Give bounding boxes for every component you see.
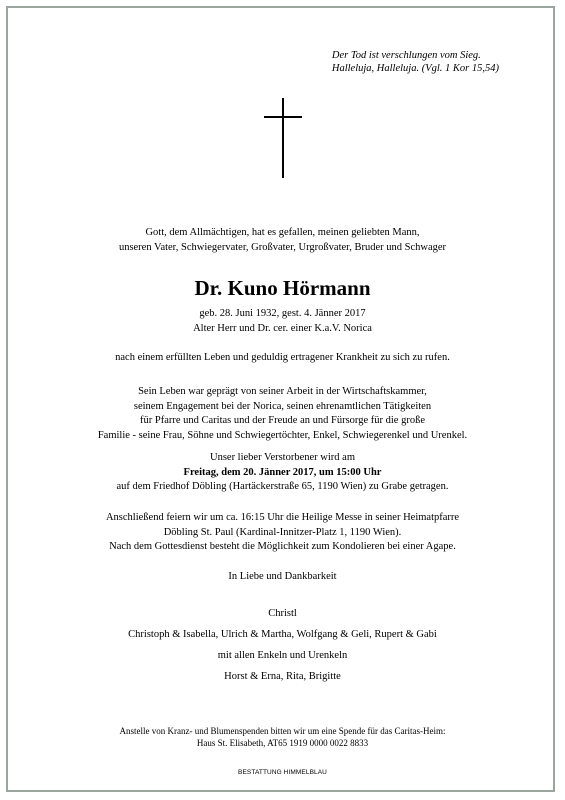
life-line-2: seinem Engagement bei der Norica, seinen ehrenamtlichen Tätigkeiten (133, 400, 432, 412)
intro-text (0, 226, 565, 255)
intro-line-1: Gott, dem Allmächtigen, hat es gefallen, meinen geliebten Mann, (145, 227, 420, 238)
mass-line-3: Nach dem Gottesdienst besteht die Möglichkeit zum Kondolieren bei einer Agape. (109, 541, 456, 552)
called-home-text (0, 351, 565, 366)
quote-line-2: Halleluja, Halleluja. (Vgl. 1 Kor 15,54) (331, 63, 499, 74)
donation-line-2: Haus St. Elisabeth, AT65 1919 0000 0022 8833 (196, 738, 369, 748)
life-line-1: Sein Leben war geprägt von seiner Arbeit in der Wirtschaftskammer, (138, 386, 427, 397)
burial-line-1: Unser lieber Verstorbener wird am (209, 452, 355, 463)
mourner-children: Christoph & Isabella, Ulrich & Martha, Wolfgang & Geli, Rupert & Gabi (128, 629, 437, 640)
quote-line-1: Der Tod ist verschlungen vom Sieg. (331, 50, 481, 61)
bible-quote (332, 49, 499, 75)
donation-request (0, 725, 565, 749)
life-line-4: Familie - seine Frau, Söhne und Schwiegertöchter, Enkel, Schwiegerenkel und Urenkel. (97, 429, 468, 441)
mourner-grandchildren: mit allen Enkeln und Urenkeln (217, 650, 348, 661)
life-description (0, 385, 565, 443)
burial-info (0, 451, 565, 495)
mourners-list (0, 603, 565, 687)
mourner-siblings: Horst & Erna, Rita, Brigitte (224, 671, 341, 682)
intro-line-2: unseren Vater, Schwiegervater, Großvater, Urgroßvater, Bruder und Schwager (118, 241, 447, 253)
burial-date: Freitag, dem 20. Jänner 2017, um 15:00 Uhr (183, 466, 382, 478)
deceased-name: Dr. Kuno Hörmann (194, 276, 371, 300)
deceased-details (0, 307, 565, 336)
undertaker-footer (0, 768, 565, 777)
closing-text (0, 570, 565, 585)
closing-line: In Liebe und Dankbarkeit (228, 571, 337, 582)
mass-line-2: Döbling St. Paul (Kardinal-Innitzer-Platz 1, 1190 Wien). (163, 526, 402, 538)
burial-line-3: auf dem Friedhof Döbling (Hartäckerstraße 65, 1190 Wien) zu Grabe getragen. (116, 481, 449, 492)
undertaker-name: BESTATTUNG HIMMELBLAU (238, 769, 327, 776)
life-dates: geb. 28. Juni 1932, gest. 4. Jänner 2017 (199, 308, 366, 319)
life-line-3: für Pfarre und Caritas und der Freude an und Fürsorge für die große (140, 415, 425, 426)
mourner-wife: Christl (268, 608, 297, 619)
called-line: nach einem erfüllten Leben und geduldig ertragener Krankheit zu sich zu rufen. (115, 352, 450, 363)
mass-info (0, 511, 565, 555)
donation-line-1: Anstelle von Kranz- und Blumenspenden bitten wir um eine Spende für das Caritas-Heim: (119, 726, 446, 736)
cross-icon (264, 98, 302, 178)
affiliation: Alter Herr und Dr. cer. einer K.a.V. Norica (193, 322, 372, 334)
mass-line-1: Anschließend feiern wir um ca. 16:15 Uhr die Heilige Messe in seiner Heimatpfarre (105, 512, 460, 523)
